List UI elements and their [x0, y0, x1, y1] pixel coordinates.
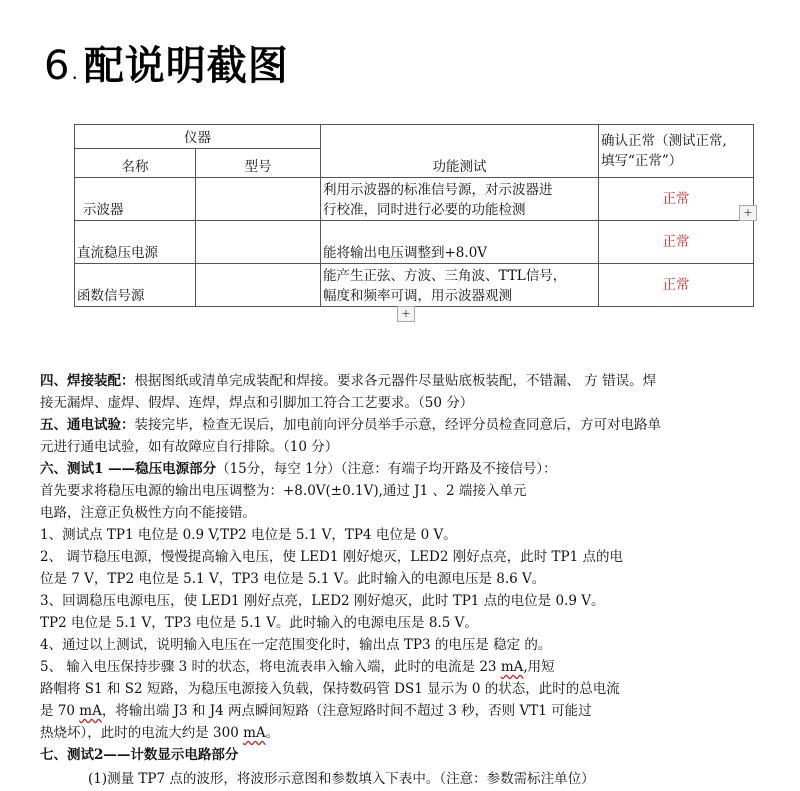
unit-ma: mA [500, 659, 524, 675]
item-3-line1: 3、回调稳压电源电压，使 LED1 刚好点亮，LED2 刚好熄灭，此时 TP1 点的电位是 0.9 V。 [40, 593, 605, 609]
cell-name: 直流稳压电源 [75, 221, 196, 264]
section-6-line1: 首先要求将稳压电源的输出电压调整为：+8.0V(±0.1V),通过 J1 、2 端接入单元 [40, 483, 527, 499]
header-confirm [599, 125, 754, 178]
unit-ma: mA [79, 703, 102, 719]
item-1: 1、测试点 TP1 电位是 0.9 V,TP2 电位是 5.1 V，TP4 电位是 0 V。 [40, 527, 457, 543]
heading-number: 6 [44, 43, 70, 89]
table-row [75, 178, 754, 221]
item-5-line4 [40, 722, 279, 744]
cell-model [196, 221, 321, 264]
cell-function-line2: 幅度和频率可调，用示波器观测 [323, 288, 512, 304]
section-6-heading [40, 458, 557, 480]
table-row [75, 264, 754, 307]
item-5-text-c: 是 70 [40, 703, 80, 719]
section-4-line1 [40, 370, 656, 392]
cell-function-line1: 能产生正弦、方波、三角波、TTL信号， [323, 268, 567, 284]
heading-title: 配说明截图 [83, 43, 289, 89]
cell-function [321, 264, 599, 307]
instrument-table [74, 124, 754, 307]
heading-dot: . [71, 60, 78, 84]
table-row [75, 221, 754, 264]
cell-function-line2: 行校准，同时进行必要的功能检测 [323, 202, 526, 218]
add-column-button[interactable]: + [739, 205, 757, 221]
item-3-line2: TP2 电位是 5.1 V，TP3 电位是 5.1 V。此时输入的电源电压是 8.5 V。 [40, 615, 478, 631]
section-6-note: （15分，每空 1分）（注意：有端子均开路及不接信号）： [216, 461, 557, 477]
section-7-title: 七、测试2——计数显示电路部分 [40, 747, 239, 763]
section-5-line2: 元进行通电试验，如有故障应自行排除。（10 分） [40, 439, 339, 455]
section-4-text: 根据图纸或清单完成装配和焊接。要求各元器件尽量贴底板装配，不错漏、 方 错误。焊 [134, 373, 657, 389]
item-5-line2: 路帽将 S1 和 S2 短路，为稳压电源接入负载，保持数码管 DS1 显示为 0 的状态，此时的总电流 [40, 681, 620, 697]
section-heading [44, 34, 289, 91]
item-5-text-d: ，将输出端 J3 和 J4 两点瞬间短路（注意短路时间不超过 3 秒，否则 VT1 可能过 [101, 703, 592, 719]
cell-status: 正常 [599, 221, 754, 264]
unit-ma: mA [243, 725, 266, 741]
header-function-test: 功能测试 [321, 125, 599, 178]
cell-function [321, 221, 599, 264]
section-4-title: 四、焊接装配： [40, 373, 135, 389]
section-4-line2: 接无漏焊、虚焊、假焊、连焊，焊点和引脚加工符合工艺要求。（50 分） [40, 395, 474, 411]
add-row-button[interactable]: + [397, 306, 415, 322]
cell-function-line2: 能将输出电压调整到+8.0V [323, 245, 488, 261]
header-name: 名称 [75, 149, 196, 178]
cell-status: 正常 [599, 264, 754, 307]
section-5-line1 [40, 414, 661, 436]
cell-function [321, 178, 599, 221]
header-confirm-line2: 填写“正常”） [601, 153, 683, 169]
cell-function-line1: 利用示波器的标准信号源，对示波器进 [323, 182, 553, 198]
item-5-text-e: 热烧坏），此时的电流大约是 300 [40, 725, 244, 741]
item-2-line1: 2、 调节稳压电源，慢慢提高输入电压，使 LED1 刚好熄灭，LED2 刚好点亮，此时 TP1 点的电 [40, 549, 623, 565]
cell-model [196, 264, 321, 307]
item-5-text-b: ,用短 [523, 659, 555, 675]
item-5-text-a: 5、 输入电压保持步骤 3 时的状态，将电流表串入输入端，此时的电流是 23 [40, 659, 501, 675]
item-5-line3 [40, 700, 592, 722]
cell-name: 示波器 [75, 178, 196, 221]
section-5-title: 五、通电试验： [40, 417, 135, 433]
item-5-line1 [40, 656, 555, 678]
section-6-title: 六、测试1 ——稳压电源部分 [40, 461, 217, 477]
item-5-text-f: 。 [265, 725, 280, 741]
header-confirm-line1: 确认正常（测试正常, [601, 133, 727, 149]
section-7-line1: (1)测量 TP7 点的波形，将波形示意图和参数填入下表中。（注意：参数需标注单位） [88, 771, 595, 787]
cell-model [196, 178, 321, 221]
item-4: 4、通过以上测试，说明输入电压在一定范围变化时，输出点 TP3 的电压是 稳定 的。 [40, 637, 552, 653]
section-6-line2: 电路，注意正负极性方向不能接错。 [40, 505, 256, 521]
header-instrument: 仪器 [75, 125, 321, 149]
section-5-text: 装接完毕，检查无误后，加电前向评分员举手示意，经评分员检查同意后，方可对电路单 [134, 417, 661, 433]
cell-name: 函数信号源 [75, 264, 196, 307]
cell-status: 正常 [599, 178, 754, 221]
item-2-line2: 位是 7 V，TP2 电位是 5.1 V，TP3 电位是 5.1 V。此时输入的电源电压是 8.6 V。 [40, 571, 546, 587]
header-model: 型号 [196, 149, 321, 178]
